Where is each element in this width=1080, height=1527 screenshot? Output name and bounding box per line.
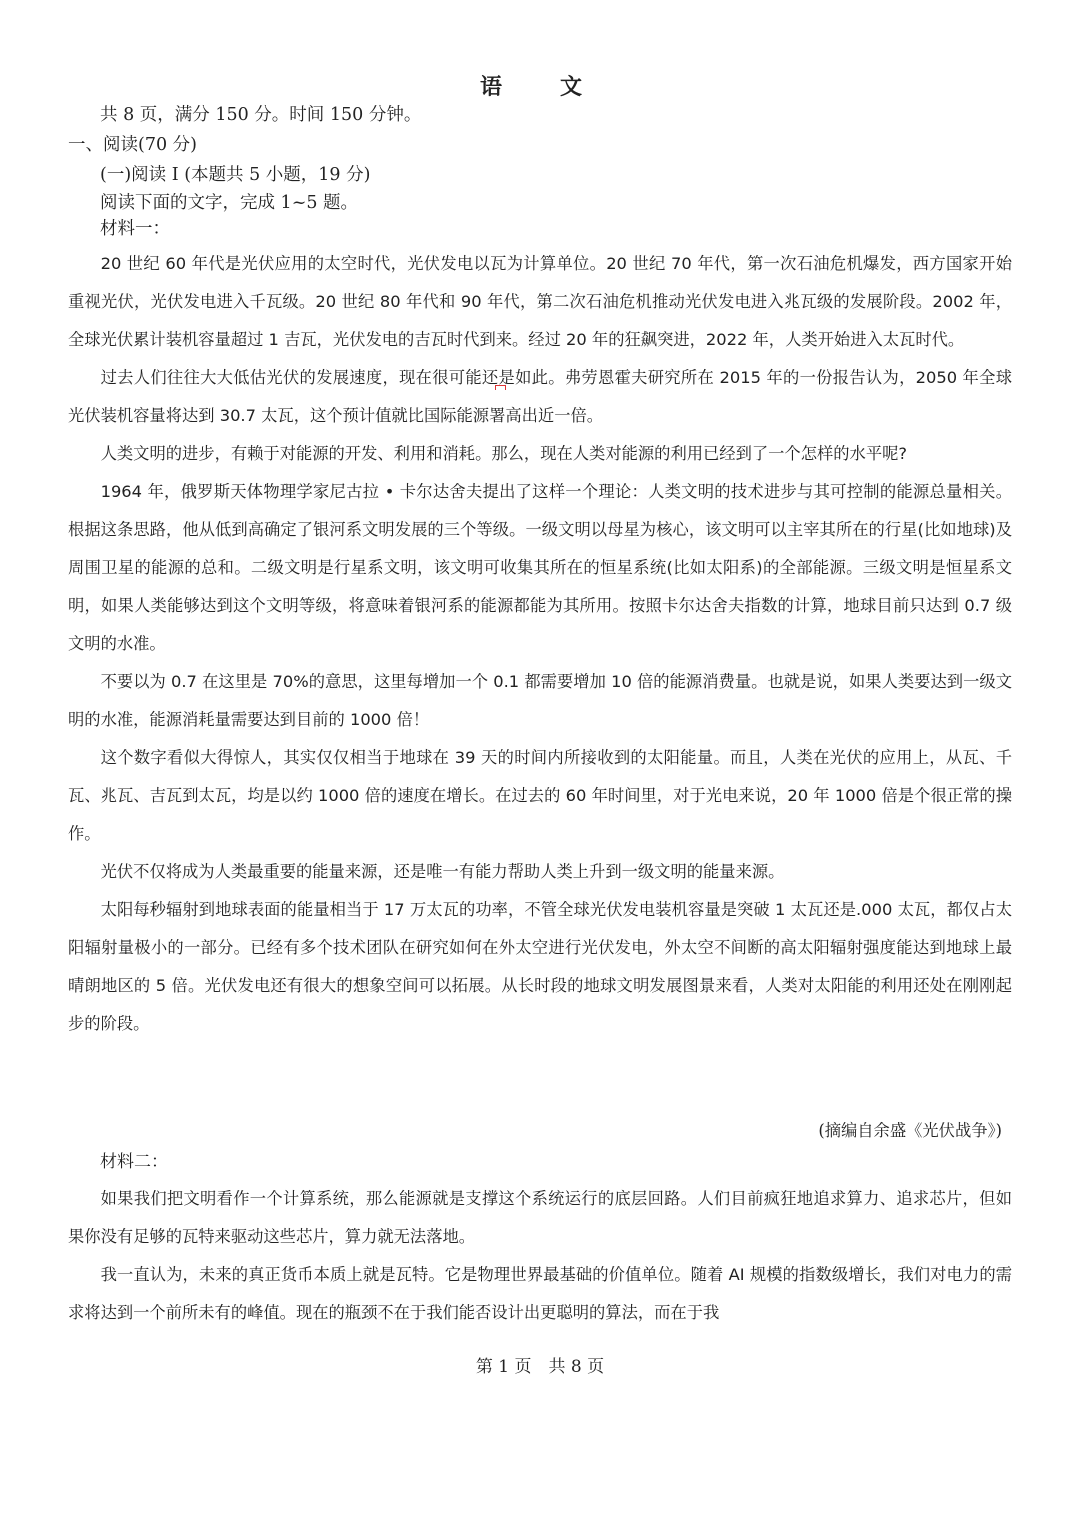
section-heading: 一、阅读(70 分) [68, 135, 197, 155]
paragraph: 如果我们把文明看作一个计算系统，那么能源就是支撑这个系统运行的底层回路。人们目前疯狂地追求算力、追求芯片，但如果你没有足够的瓦特来驱动这些芯片，算力就无法落地。 [68, 1189, 1012, 1246]
source-citation: (摘编自余盛《光伏战争》) [818, 1121, 1002, 1140]
paragraph: 过去人们往往大大低估光伏的发展速度，现在很可能还是如此。弗劳恩霍夫研究所在 2015 年的一份报告认为，2050 年全球光伏装机容量将达到 30.7 太瓦，这个预计值就比国际能源署高出近一倍。 [68, 368, 1012, 425]
page-title: 语 文 [479, 74, 600, 100]
subsection-heading: (一)阅读 Ⅰ (本题共 5 小题，19 分) [100, 165, 371, 185]
material-one-body [68, 245, 1012, 1043]
material-two-body [68, 1180, 1012, 1332]
paragraph: 太阳每秒辐射到地球表面的能量相当于 17 万太瓦的功率，不管全球光伏发电装机容量是突破 1 太瓦还是.000 太瓦，都仅占太阳辐射量极小的一部分。已经有多个技术团队在研究如何在外太空进行光伏发电，外太空不间断的高太阳辐射强度能达到地球上最晴朗地区的 5 倍。光伏发电还有很大的想象空间可以拓展。从长时段的地球文明发展图景来看，人类对太阳能的利用还处在刚刚起步的阶段。 [68, 900, 1012, 1033]
paragraph: 1964 年，俄罗斯天体物理学家尼古拉 • 卡尔达舍夫提出了这样一个理论：人类文明的技术进步与其可控制的能源总量相关。根据这条思路，他从低到高确定了银河系文明发展的三个等级。一级文明以母星为核心，该文明可以主宰其所在的行星(比如地球)及周围卫星的能源的总和。二级文明是行星系文明，该文明可收集其所在的恒星系统(比如太阳系)的全部能源。三级文明是恒星系文明，如果人类能够达到这个文明等级，将意味着银河系的能源都能为其所用。按照卡尔达舍夫指数的计算，地球目前只达到 0.7 级文明的水准。 [68, 482, 1012, 653]
exam-info: 共 8 页，满分 150 分。时间 150 分钟。 [100, 105, 422, 125]
page-footer: 第 1 页 共 8 页 [475, 1357, 605, 1377]
material-one-label: 材料一： [100, 219, 170, 239]
paragraph: 我一直认为，未来的真正货币本质上就是瓦特。它是物理世界最基础的价值单位。随着 AI 规模的指数级增长，我们对电力的需求将达到一个前所未有的峰值。现在的瓶颈不在于我们能否设计出更聪明的算法，而在于我 [68, 1265, 1012, 1322]
paragraph: 这个数字看似大得惊人，其实仅仅相当于地球在 39 天的时间内所接收到的太阳能量。而且，人类在光伏的应用上，从瓦、千瓦、兆瓦、吉瓦到太瓦，均是以约 1000 倍的速度在增长。在过去的 60 年时间里，对于光电来说，20 年 1000 倍是个很正常的操作。 [68, 748, 1012, 843]
instruction-text: 阅读下面的文字，完成 1~5 题。 [100, 193, 359, 213]
paragraph: 光伏不仅将成为人类最重要的能量来源，还是唯一有能力帮助人类上升到一级文明的能量来源。 [100, 862, 785, 881]
paragraph: 不要以为 0.7 在这里是 70%的意思，这里每增加一个 0.1 都需要增加 10 倍的能源消费量。也就是说，如果人类要达到一级文明的水准，能源消耗量需要达到目前的 1000 倍！ [68, 672, 1012, 729]
paragraph: 人类文明的进步，有赖于对能源的开发、利用和消耗。那么，现在人类对能源的利用已经到了一个怎样的水平呢? [100, 444, 908, 463]
paragraph: 20 世纪 60 年代是光伏应用的太空时代，光伏发电以瓦为计算单位。20 世纪 70 年代，第一次石油危机爆发，西方国家开始重视光伏，光伏发电进入千瓦级。20 世纪 80 年代和 90 年代，第二次石油危机推动光伏发电进入兆瓦级的发展阶段。2002 年，全球光伏累计装机容量超过 1 吉瓦，光伏发电的吉瓦时代到来。经过 20 年的狂飙突进，2022 年，人类开始进入太瓦时代。 [68, 254, 1012, 349]
material-two-label: 材料二： [100, 1152, 168, 1172]
stray-mark [495, 385, 506, 390]
